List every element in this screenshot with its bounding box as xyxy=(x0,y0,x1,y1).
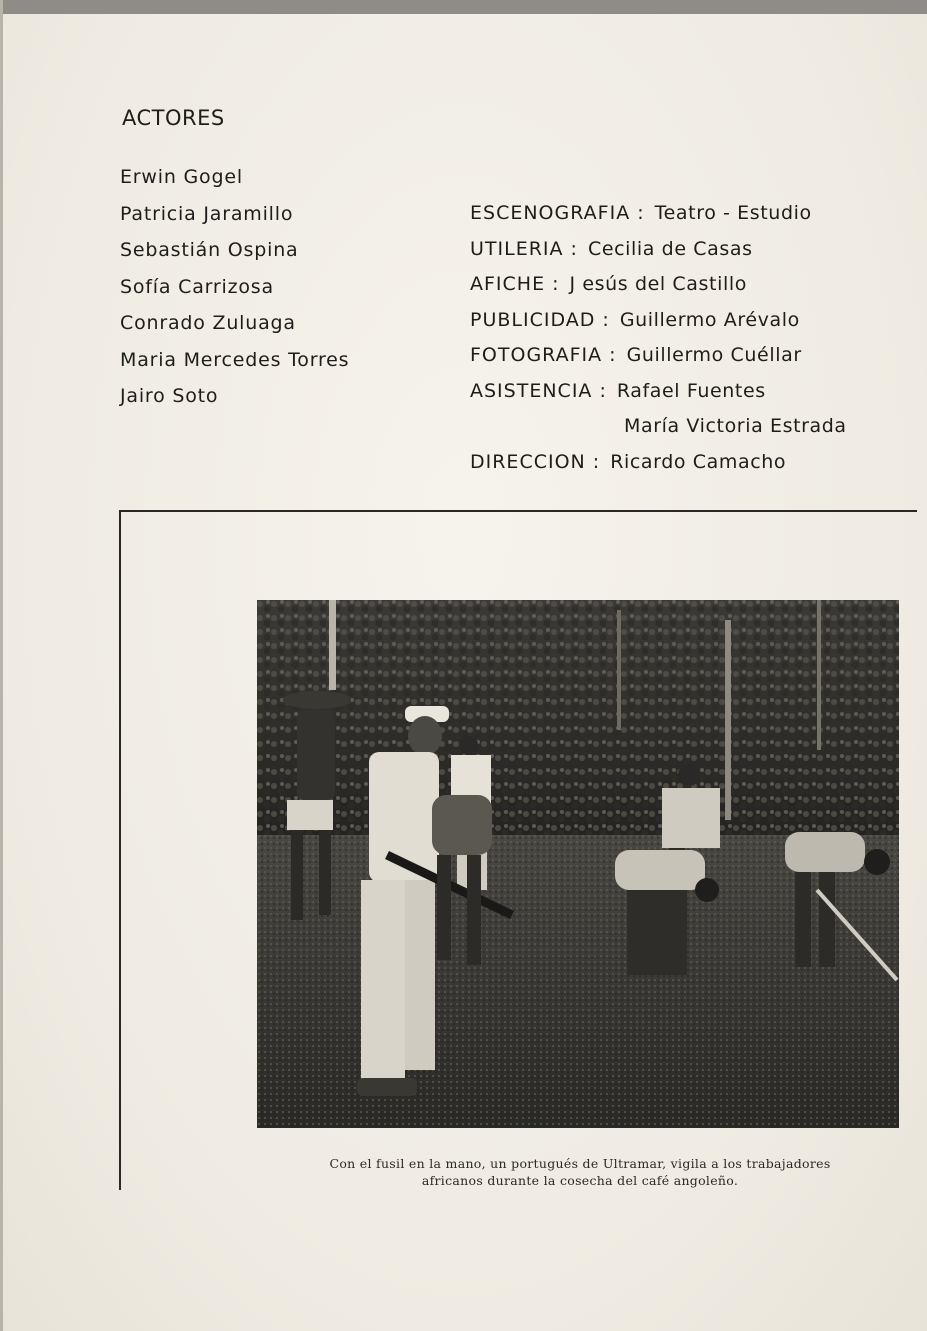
caption-line: africanos durante la cosecha del café angoleño. xyxy=(421,1173,739,1188)
credit-name: Ricardo Camacho xyxy=(610,450,787,473)
credit-publicidad xyxy=(470,303,847,339)
credit-name: Teatro - Estudio xyxy=(654,202,812,224)
frame-rule-top xyxy=(119,510,917,512)
credit-name: Rafael Fuentes xyxy=(616,379,766,402)
frame-rule-left xyxy=(119,510,121,1190)
credit-direccion xyxy=(470,445,847,481)
credit-name: Guillermo Cuéllar xyxy=(626,344,802,366)
credit-asistencia xyxy=(470,374,847,410)
caption-line: Con el fusil en la mano, un portugués de Ultramar, vigila a los trabajadores xyxy=(329,1156,831,1171)
credit-role: PUBLICIDAD : xyxy=(470,308,610,331)
credit-name: María Victoria Estrada xyxy=(624,415,847,437)
credit-role: AFICHE : xyxy=(470,273,560,295)
tree-trunk xyxy=(329,600,336,690)
plantation-photo xyxy=(257,600,899,1128)
actor-name: Sebastián Ospina xyxy=(120,239,299,261)
actor-name: Conrado Zuluaga xyxy=(120,312,296,334)
credit-name: J esús del Castillo xyxy=(569,273,747,295)
credit-asistencia-extra xyxy=(470,409,847,445)
actors-list xyxy=(120,159,349,415)
scan-edge-left xyxy=(0,0,3,1331)
tree-trunk xyxy=(725,620,731,820)
credit-role: DIRECCION : xyxy=(470,450,601,473)
actor-name: Jairo Soto xyxy=(120,385,219,407)
actor-name: Erwin Gogel xyxy=(120,166,243,188)
credit-role: ESCENOGRAFIA : xyxy=(470,202,645,224)
credit-role: FOTOGRAFIA : xyxy=(470,344,617,366)
actor-name: Sofía Carrizosa xyxy=(120,275,274,298)
credits-list xyxy=(470,196,847,480)
credit-role: UTILERIA : xyxy=(470,237,578,260)
actors-heading: ACTORES xyxy=(122,106,225,130)
credit-role: ASISTENCIA : xyxy=(470,379,607,402)
credit-utileria xyxy=(470,232,847,268)
tree-trunk xyxy=(617,610,621,730)
photo-illustration xyxy=(257,600,899,1128)
actor-name: Patricia Jaramillo xyxy=(120,202,294,225)
foliage-texture xyxy=(257,600,899,840)
credit-name: Guillermo Arévalo xyxy=(619,308,800,331)
actor-name: Maria Mercedes Torres xyxy=(120,348,350,371)
tree-trunk xyxy=(817,600,821,750)
credit-escenografia xyxy=(470,196,847,232)
credit-fotografia xyxy=(470,338,847,374)
credit-name: Cecilia de Casas xyxy=(587,237,753,260)
scan-edge-top xyxy=(0,0,927,14)
photo-caption xyxy=(240,1155,920,1189)
credit-afiche xyxy=(470,267,847,303)
